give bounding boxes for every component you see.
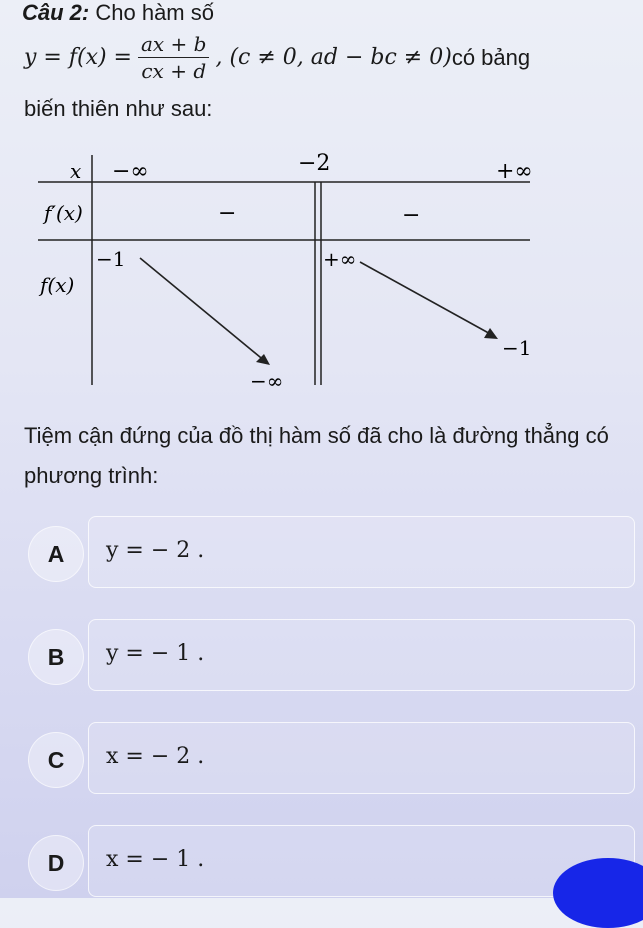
row-label-derivative: f′(x) — [44, 201, 83, 225]
formula-fraction — [138, 32, 209, 83]
arrowhead-right — [484, 328, 498, 339]
option-d-letter: D — [28, 835, 84, 891]
option-d-text: x = − 1 . — [106, 847, 205, 872]
derivative-sign-right: − — [402, 203, 421, 228]
option-b-text: y = − 1 . — [106, 641, 205, 666]
formula-numerator: ax + b — [138, 32, 209, 58]
f-value-left-start: −1 — [96, 247, 126, 271]
row-label-x: x — [70, 159, 82, 183]
function-formula — [24, 32, 530, 83]
x-value-plus-inf: +∞ — [496, 159, 533, 184]
row-label-function: f(x) — [40, 273, 75, 297]
option-d[interactable] — [22, 825, 633, 897]
option-b-letter: B — [28, 629, 84, 685]
f-value-left-end: −∞ — [250, 369, 284, 393]
formula-suffix: có bảng — [451, 44, 531, 70]
question-line2: biến thiên như sau: — [24, 96, 213, 121]
option-a-letter: A — [28, 526, 84, 582]
question-prompt: Tiệm cận đứng của đồ thị hàm số đã cho là đường thẳng có phương trình: — [24, 423, 609, 488]
f-value-right-start: +∞ — [323, 247, 357, 271]
x-value-minus-inf: −∞ — [112, 159, 149, 184]
option-c-text: x = − 2 . — [106, 744, 205, 769]
variation-table — [0, 130, 643, 400]
decrease-arrow-left — [140, 258, 266, 362]
option-c-letter: C — [28, 732, 84, 788]
question-title — [22, 0, 214, 26]
f-value-right-end: −1 — [502, 336, 532, 360]
option-b[interactable] — [22, 619, 633, 691]
question-intro: Cho hàm số — [89, 0, 214, 25]
corner-button[interactable] — [553, 858, 643, 928]
option-a[interactable] — [22, 516, 633, 588]
formula-conditions: , (c ≠ 0, ad − bc ≠ 0) — [215, 45, 452, 70]
formula-denominator: cx + d — [141, 59, 207, 83]
option-c[interactable] — [22, 722, 633, 794]
x-value-minus-2: −2 — [298, 151, 331, 176]
derivative-sign-left: − — [218, 201, 237, 226]
option-a-text: y = − 2 . — [106, 538, 205, 563]
decrease-arrow-right — [360, 262, 494, 336]
question-number: Câu 2: — [22, 0, 90, 25]
formula-lhs: y = f(x) = — [24, 45, 132, 70]
